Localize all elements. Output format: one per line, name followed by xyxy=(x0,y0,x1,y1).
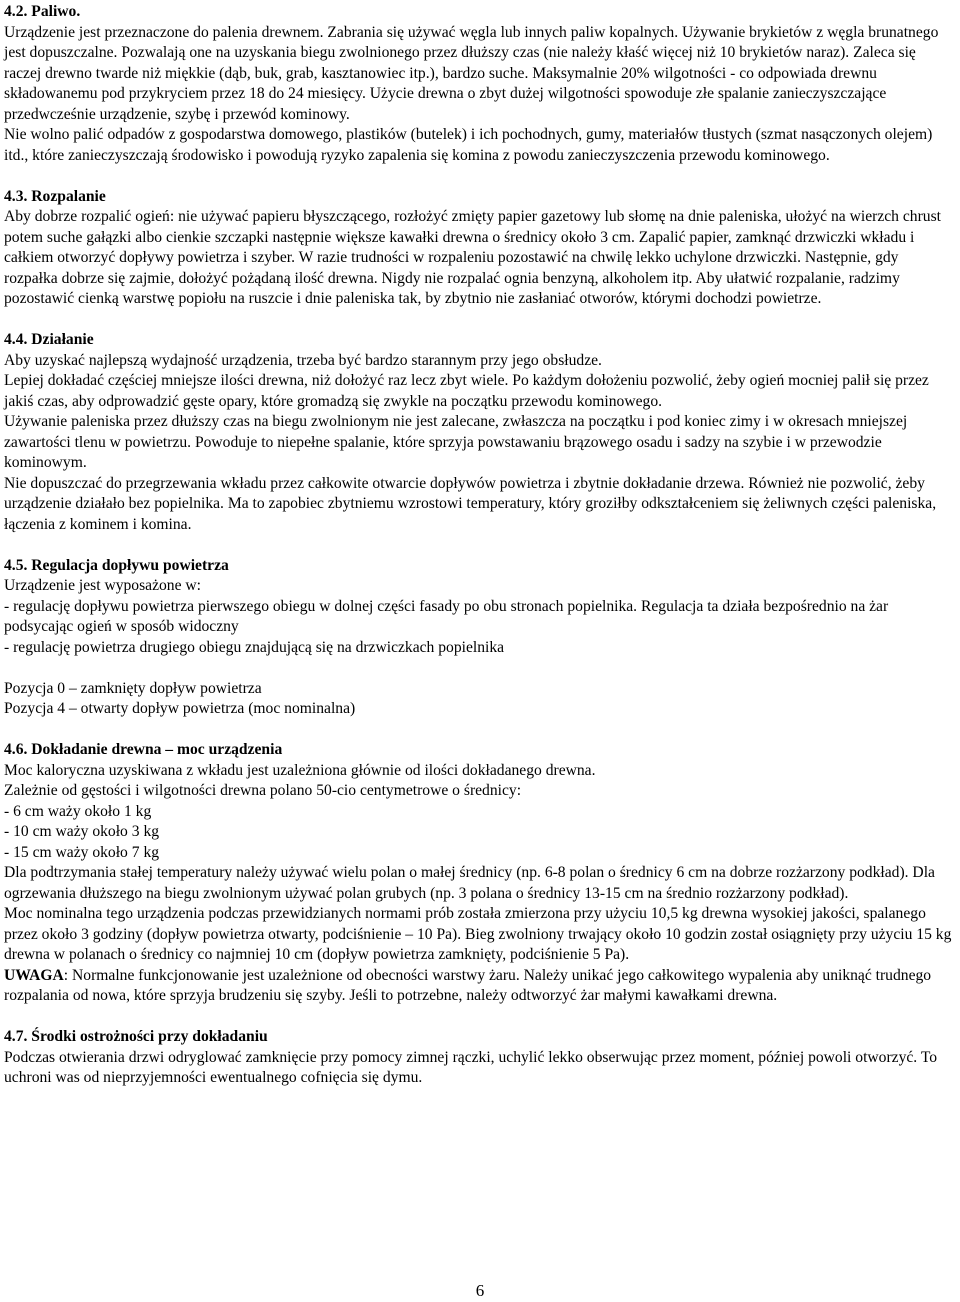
section-rozpalanie xyxy=(4,187,956,310)
paragraph: Lepiej dokładać częściej mniejsze ilości drewna, niż dołożyć raz lecz zbyt wiele. Po każdym dołożeniu pozwolić, żeby ogień mocniej palił się przez jakiś czas, aby odprowadzić gęste opary, które gromadzą się zwykle na początku przewodu kominowego. xyxy=(4,372,929,410)
list-item: - 10 cm waży około 3 kg xyxy=(4,823,160,840)
section-heading: 4.6. Dokładanie drewna – moc urządzenia xyxy=(4,741,283,758)
paragraph: Nie wolno palić odpadów z gospodarstwa domowego, plastików (butelek) i ich pochodnych, gumy, materiałów tłustych (szmat nasączonych olejem) itd., które zanieczyszczają środowisko i powodują ryzyko zapalenia się komina z powodu zanieczyszczenia przewodu kominowego. xyxy=(4,126,933,164)
document-page xyxy=(4,2,956,1089)
page-number: 6 xyxy=(475,1281,485,1300)
paragraph: Nie dopuszczać do przegrzewania wkładu przez całkowite otwarcie dopływów powietrza i zbytnie dokładanie drzewa. Również nie pozwolić, żeby urządzenie działało bez popielnika. Ma to zapobiec zbytniemu wzrostowi temperatury, który groziłby odkształceniem się żeliwnych części paleniska, łączenia z kominem i komina. xyxy=(4,474,937,533)
section-dzialanie xyxy=(4,330,956,535)
warning-label: UWAGA xyxy=(4,966,64,984)
paragraph: Aby uzyskać najlepszą wydajność urządzenia, trzeba być bardzo starannym przy jego obsłudze. xyxy=(4,351,602,369)
paragraph: Urządzenie jest wyposażone w: xyxy=(4,577,202,594)
paragraph: Moc nominalna tego urządzenia podczas przewidzianych normami prób została zmierzona przy użyciu 10,5 kg drewna wysokiej jakości, spalanego przez około 3 godziny (dopływ powietrza otwarty, podciśnienie – 10 Pa). Bieg zwolniony trwający około 10 godzin został osiągnięty przy użyciu 15 kg drewna w polanach o średnicy co najmniej 10 cm (dopływ powietrza zamknięty, podciśnienie 5 Pa). xyxy=(4,905,952,963)
warning-text: : Normalne funkcjonowanie jest uzależnione od obecności warstwy żaru. Należy unikać jego całkowitego wypalenia aby uniknąć trudnego rozpalania od nowa, które sprzyja brudzeniu się szyby. Jeśli to potrzebne, należy odtworzyć żar małymi kawałkami drewna. xyxy=(4,966,932,1004)
section-heading: 4.5. Regulacja dopływu powietrza xyxy=(4,556,229,574)
position-line: Pozycja 4 – otwarty dopływ powietrza (moc nominalna) xyxy=(4,700,356,717)
paragraph: Podczas otwierania drzwi odryglować zamknięcie przy pomocy zimnej rączki, uchylić lekko obserwując przez moment, później powoli otworzyć. To uchroni was od nieprzyjemności ewentualnego cofnięcia się dymu. xyxy=(4,1048,938,1086)
paragraph: Używanie paleniska przez dłuższy czas na biegu zwolnionym nie jest zalecane, zwłaszcza na początku i pod koniec zimy i w okresach mniejszej zawartości tlenu w powietrzu. Powoduje to niepełne spalanie, które sprzyja powstawaniu brązowego osadu i sadzy na szybie i w przewodzie kominowym. xyxy=(4,413,908,471)
list-item: - regulację dopływu powietrza pierwszego obiegu w dolnej części fasady po obu stronach popielnika. Regulacja ta działa bezpośrednio na żar podsycając ogień w sposób widoczny xyxy=(4,597,889,635)
position-line: Pozycja 0 – zamknięty dopływ powietrza xyxy=(4,679,262,697)
section-heading: 4.3. Rozpalanie xyxy=(4,187,106,205)
paragraph: Moc kaloryczna uzyskiwana z wkładu jest uzależniona głównie od ilości dokładanego drewna. xyxy=(4,761,596,779)
paragraph: Urządzenie jest przeznaczone do palenia drewnem. Zabrania się używać węgla lub innych paliw kopalnych. Używanie brykietów z węgla brunatnego jest dopuszczalne. Pozwalają one na uzyskania biegu zwolnionego przez dłuższy czas (nie należy kłaść więcej niż 10 brykietów naraz). Zaleca się raczej drewno twarde niż miękkie (dąb, buk, grab, kasztanowiec itp.), bardzo suche. Maksymalnie 20% wilgotności - co odpowiada drewnu składowanemu pod przykryciem przez 18 do 24 miesięcy. Użycie drewna o zbyt dużej wilgotności spowoduje złe spalanie zanieczyszczające przedwcześnie urządzenie, szybę i przewód kominowy. xyxy=(4,23,939,123)
section-regulacja-doplywu xyxy=(4,556,956,720)
section-heading: 4.4. Działanie xyxy=(4,331,94,348)
section-heading: 4.2. Paliwo. xyxy=(4,3,81,20)
section-dokladanie-drewna xyxy=(4,740,956,1007)
paragraph: Zależnie od gęstości i wilgotności drewna polano 50-cio centymetrowe o średnicy: xyxy=(4,782,522,799)
section-srodki-ostroznosci xyxy=(4,1027,956,1089)
paragraph: Dla podtrzymania stałej temperatury należy używać wielu polan o małej średnicy (np. 6-8 polan o średnicy 6 cm na dobrze rozżarzony podkład). Dla ogrzewania dłuższego na biegu zwolnionym używać polan grubych (np. 3 polana o średnicy 13-15 cm na średnio rozżarzony podkład). xyxy=(4,864,935,902)
section-heading: 4.7. Środki ostrożności przy dokładaniu xyxy=(4,1028,268,1045)
list-item: - regulację powietrza drugiego obiegu znajdującą się na drzwiczkach popielnika xyxy=(4,638,505,656)
paragraph: Aby dobrze rozpalić ogień: nie używać papieru błyszczącego, rozłożyć zmięty papier gazetowy lub słomę na dnie paleniska, ułożyć na wierzch chrust potem suche gałązki albo cienkie szczapki następnie większe kawałki drewna o średnicy około 3 cm. Zapalić papier, zamknąć drzwiczki wkładu i całkiem otworzyć dopływy powietrza i szyber. W razie trudności w rozpaleniu pozostawić na chwilę lekko uchylone drzwiczki. Następnie, gdy rozpałka dobrze się zajmie, dołożyć pożądaną ilość drewna. Nigdy nie rozpalać ognia benzyną, alkoholem itp. Aby ułatwić rozpalanie, radzimy pozostawić cienką warstwę popiołu na ruszcie i dnie paleniska tak, by zbytnio nie zasłaniać otworów, którymi dochodzi powietrze. xyxy=(4,208,941,307)
blank-line xyxy=(4,658,956,679)
list-item: - 15 cm waży około 7 kg xyxy=(4,843,160,861)
warning-paragraph xyxy=(4,966,956,1007)
list-item: - 6 cm waży około 1 kg xyxy=(4,802,152,820)
section-paliwo xyxy=(4,2,956,166)
